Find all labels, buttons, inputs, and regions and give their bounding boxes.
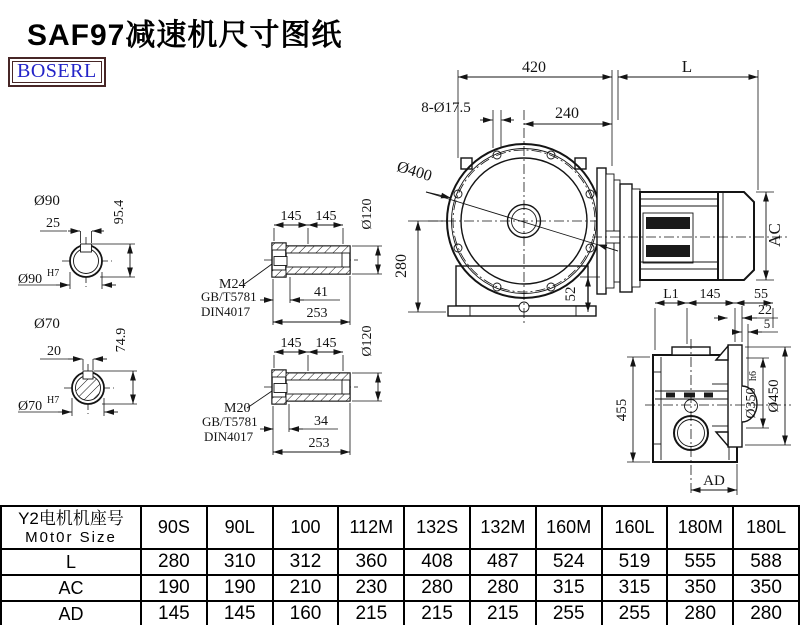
page-title: SAF97减速机尺寸图纸 — [27, 19, 343, 52]
label-bolt-holes: 8-Ø17.5 — [421, 100, 471, 116]
label-std-din-b: DIN4017 — [204, 429, 254, 444]
label-std-gb-a: GB/T5781 — [201, 289, 257, 304]
dim-motor-height: AC — [765, 223, 784, 247]
motor-body — [640, 192, 718, 280]
dim-dia-120-b: Ø120 — [360, 325, 375, 357]
dim-total-width: 420 — [522, 59, 546, 76]
cell-L-132S: 408 — [404, 549, 470, 575]
cell-AD-160M: 255 — [536, 601, 602, 625]
dim-flange-od: Ø450 — [766, 379, 782, 413]
cell-L-180M: 555 — [667, 549, 733, 575]
keyway-70 — [83, 371, 93, 379]
cell-AC-160M: 315 — [536, 575, 602, 601]
col-180L: 180L — [733, 506, 799, 549]
dim-455: 455 — [614, 398, 630, 422]
brand-logo-text: BOSERL — [17, 60, 97, 82]
label-shaft-dia-90: Ø90 — [34, 193, 60, 209]
cell-AC-180L: 350 — [733, 575, 799, 601]
cell-AC-100: 210 — [273, 575, 339, 601]
dim-flange-dia: Ø400 — [394, 158, 434, 186]
cell-AD-160L: 255 — [602, 601, 668, 625]
dim-spigot-fit: h6 — [748, 371, 759, 381]
header-cn: Y2电机机座号 — [18, 508, 124, 528]
cell-L-132M: 487 — [470, 549, 536, 575]
keyway-90 — [81, 244, 92, 252]
cell-AD-180M: 280 — [667, 601, 733, 625]
dim-AD: AD — [703, 473, 725, 489]
cell-AD-90S: 145 — [141, 601, 207, 625]
cell-AD-90L: 145 — [207, 601, 273, 625]
table-row-AC — [1, 575, 799, 601]
front-view — [428, 110, 620, 324]
dim-half-width: 240 — [555, 105, 579, 122]
cell-AD-112M: 215 — [338, 601, 404, 625]
cell-AC-112M: 230 — [338, 575, 404, 601]
cell-AD-132S: 215 — [404, 601, 470, 625]
cell-AC-160L: 315 — [602, 575, 668, 601]
cell-AC-90L: 190 — [207, 575, 273, 601]
dim-key-height-90: 95.4 — [112, 199, 127, 225]
cell-L-90S: 280 — [141, 549, 207, 575]
cell-AC-132M: 280 — [470, 575, 536, 601]
cell-L-160M: 524 — [536, 549, 602, 575]
motor-size-table — [0, 505, 800, 625]
tapped-hole-m20 — [274, 384, 287, 393]
dim-key-height-70: 74.9 — [114, 327, 129, 353]
cell-AD-180L: 280 — [733, 601, 799, 625]
dim-5: 5 — [763, 316, 771, 331]
dim-center-height: 280 — [393, 254, 410, 278]
col-180M: 180M — [667, 506, 733, 549]
dim-depth-34: 34 — [314, 414, 328, 429]
label-thread-m24: M24 — [219, 277, 246, 292]
hollow-shaft-m24 — [201, 198, 382, 325]
dim-145-b: 145 — [315, 209, 337, 224]
dim-145-side: 145 — [699, 287, 721, 302]
dim-motor-length: L — [681, 57, 693, 76]
col-132S: 132S — [404, 506, 470, 549]
label-std-gb-b: GB/T5781 — [202, 414, 258, 429]
dim-55: 55 — [754, 287, 768, 302]
side-flange-plate — [728, 345, 742, 447]
cell-AC-180M: 350 — [667, 575, 733, 601]
col-160L: 160L — [602, 506, 668, 549]
col-100: 100 — [273, 506, 339, 549]
cell-AD-100: 160 — [273, 601, 339, 625]
dim-spigot-dia: Ø350 — [744, 387, 759, 419]
header-en: M0t0r Size — [25, 529, 117, 547]
col-112M: 112M — [338, 506, 404, 549]
shaft-section-90 — [18, 193, 135, 289]
label-bore-90: Ø90 — [18, 272, 43, 287]
dim-key-width-90: 25 — [46, 216, 60, 231]
dim-total-253-a: 253 — [306, 306, 328, 321]
table-header-motor-size — [1, 506, 141, 549]
cell-AC-132S: 280 — [404, 575, 470, 601]
dim-145-d: 145 — [315, 336, 337, 351]
row-label-AC: AC — [1, 575, 141, 601]
cell-AD-132M: 215 — [470, 601, 536, 625]
label-bore-90-fit: H7 — [47, 268, 60, 279]
tapped-hole-m24 — [274, 257, 287, 266]
shaft-section-70 — [18, 316, 137, 416]
cell-AC-90S: 190 — [141, 575, 207, 601]
label-shaft-dia-70: Ø70 — [34, 316, 60, 332]
col-160M: 160M — [536, 506, 602, 549]
motor-view — [592, 184, 790, 292]
label-bore-70-fit: H7 — [47, 395, 60, 406]
cell-L-112M: 360 — [338, 549, 404, 575]
cell-L-160L: 519 — [602, 549, 668, 575]
dim-depth-41: 41 — [314, 285, 328, 300]
dim-l1: L1 — [663, 287, 679, 302]
dim-145-c: 145 — [280, 336, 302, 351]
dim-foot-offset: 52 — [563, 286, 579, 302]
row-label-AD: AD — [1, 601, 141, 625]
col-132M: 132M — [470, 506, 536, 549]
hollow-shaft-m20 — [202, 325, 382, 455]
label-std-din-a: DIN4017 — [201, 304, 251, 319]
dim-total-253-b: 253 — [308, 436, 330, 451]
table-row-L — [1, 549, 799, 575]
cell-L-90L: 310 — [207, 549, 273, 575]
dim-dia-120-a: Ø120 — [360, 198, 375, 230]
dim-145-a: 145 — [280, 209, 302, 224]
dim-22: 22 — [758, 303, 772, 318]
dim-key-width-70: 20 — [47, 344, 61, 359]
col-90L: 90L — [207, 506, 273, 549]
label-thread-m20: M20 — [224, 401, 251, 416]
cell-L-180L: 588 — [733, 549, 799, 575]
col-90S: 90S — [141, 506, 207, 549]
cell-L-100: 312 — [273, 549, 339, 575]
row-label-L: L — [1, 549, 141, 575]
label-bore-70: Ø70 — [18, 399, 43, 414]
table-header-row — [1, 506, 799, 549]
table-row-AD — [1, 601, 799, 625]
